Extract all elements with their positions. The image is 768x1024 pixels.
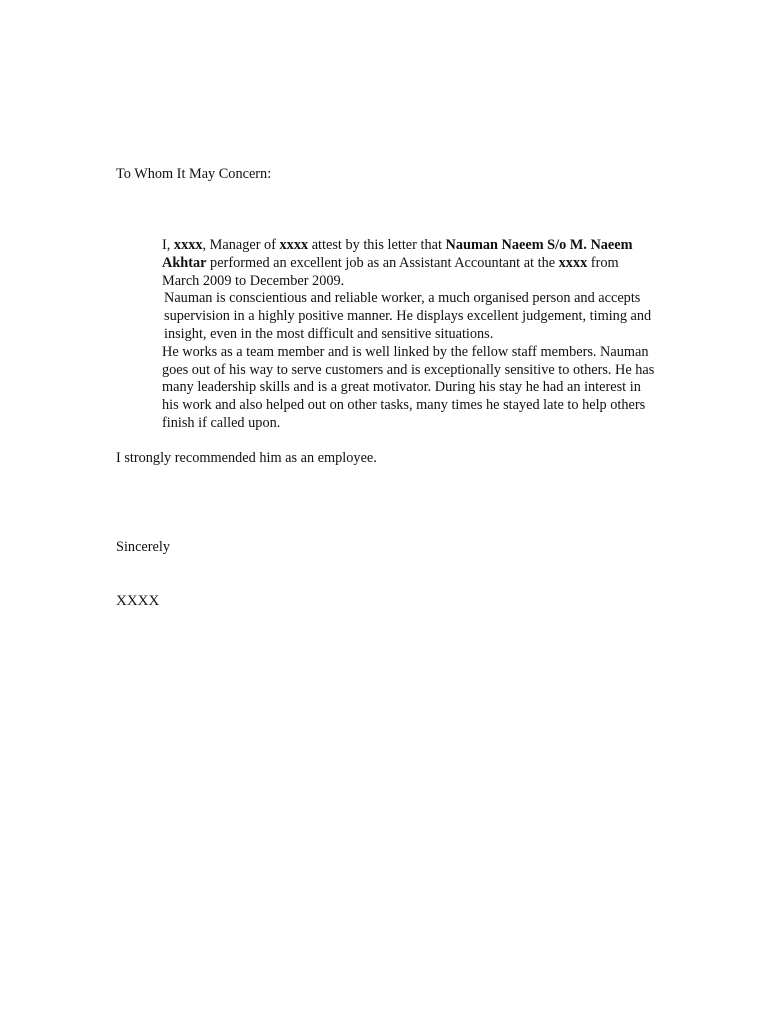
employer-name: xxxx — [558, 254, 588, 271]
letter-paragraphs — [116, 237, 656, 433]
p1-text-4: performed an excellent job as an Assistant Accountant at the — [206, 254, 559, 271]
p1-text-3: attest by this letter that — [308, 237, 446, 253]
letter-signature: XXXX — [116, 593, 160, 609]
manager-name: xxxx — [173, 237, 203, 253]
employee-name: Nauman Naeem S/o M. Naeem Akhtar — [162, 237, 633, 271]
p1-text-2: , Manager of — [202, 237, 280, 253]
p1-text-5: from March 2009 to December 2009. — [162, 254, 619, 289]
organization-name: xxxx — [279, 237, 309, 253]
letter-greeting: To Whom It May Concern: — [116, 166, 272, 182]
paragraph-attestation — [116, 237, 656, 290]
paragraph-teamwork: He works as a team member and is well linked by the fellow staff members. Nauman goes out of his way to serve customers and is exceptionally sensitive to others. He has many leadership skills and is a great motivator. During his stay he had an interest in his work and also helped out on other tasks, many times he stayed late to help others finish if called upon. — [162, 343, 655, 431]
p1-text-1: I, — [162, 237, 174, 253]
recommendation-line: I strongly recommended him as an employee. — [116, 450, 377, 466]
letter-closing: Sincerely — [116, 539, 170, 555]
paragraph-character: Nauman is conscientious and reliable worker, a much organised person and accepts supervision in a highly positive manner. He displays excellent judgement, timing and insight, even in the most difficult and sensitive situations. — [164, 290, 652, 342]
